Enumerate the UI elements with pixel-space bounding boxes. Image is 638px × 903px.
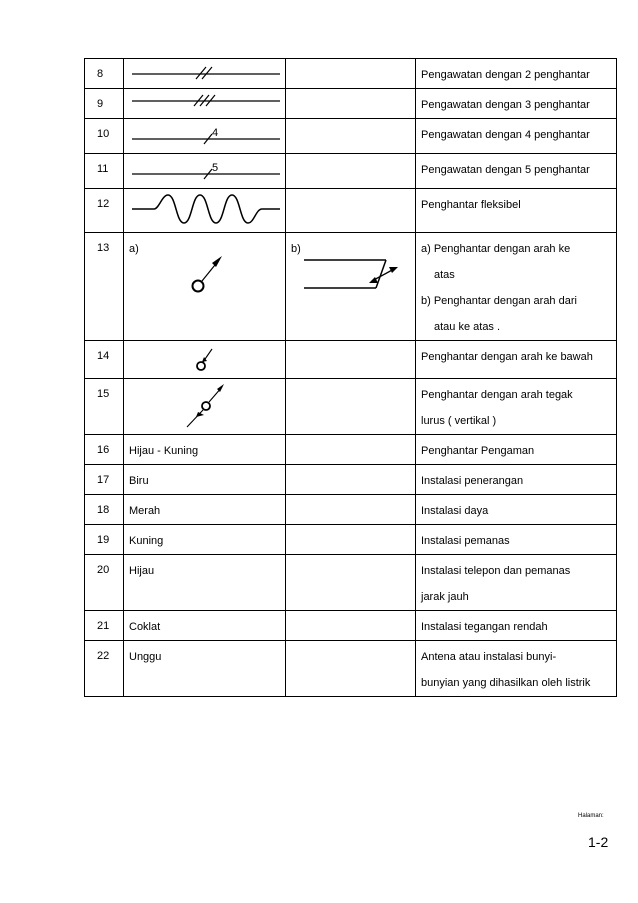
description-cell: Instalasi pemanas	[416, 525, 617, 555]
symbol-cell	[124, 89, 286, 119]
description-cell: Penghantar dengan arah ke bawah	[416, 341, 617, 379]
color-cell: Hijau	[124, 555, 286, 611]
description-cell: Instalasi penerangan	[416, 465, 617, 495]
empty-cell	[286, 435, 416, 465]
empty-cell	[286, 611, 416, 641]
table-row	[85, 189, 617, 233]
row-number: 10	[85, 119, 124, 154]
description-cell: Pengawatan dengan 4 penghantar	[416, 119, 617, 154]
three-conductor-wiring-icon	[124, 89, 286, 115]
empty-cell	[286, 465, 416, 495]
symbol-cell	[124, 189, 286, 233]
table-row	[85, 641, 617, 697]
empty-cell	[286, 119, 416, 154]
table-row	[85, 233, 617, 341]
row-number: 12	[85, 189, 124, 233]
description-cell: Pengawatan dengan 2 penghantar	[416, 59, 617, 89]
flexible-conductor-icon	[124, 189, 286, 233]
description-cell: Penghantar Pengaman	[416, 435, 617, 465]
symbol-cell	[286, 233, 416, 341]
symbol-table	[84, 58, 617, 697]
row-number: 11	[85, 154, 124, 189]
color-cell: Biru	[124, 465, 286, 495]
description-cell: Penghantar fleksibel	[416, 189, 617, 233]
description-cell: Instalasi tegangan rendah	[416, 611, 617, 641]
color-cell: Unggu	[124, 641, 286, 697]
two-conductor-wiring-icon	[124, 59, 286, 88]
row-number: 21	[85, 611, 124, 641]
sub-label-a: a)	[129, 243, 139, 255]
description-cell: Instalasi telepon dan pemanas jarak jauh	[416, 555, 617, 611]
conductor-from-above-icon	[286, 233, 416, 335]
five-conductor-wiring-icon	[124, 154, 286, 189]
description-cell: Pengawatan dengan 5 penghantar	[416, 154, 617, 189]
row-number: 16	[85, 435, 124, 465]
description-cell: a) Penghantar dengan arah ke atas b) Penghantar dengan arah dari atau ke atas .	[416, 233, 617, 341]
empty-cell	[286, 341, 416, 379]
color-cell: Hijau - Kuning	[124, 435, 286, 465]
empty-cell	[286, 379, 416, 435]
symbol-cell	[124, 233, 286, 341]
row-number: 19	[85, 525, 124, 555]
empty-cell	[286, 495, 416, 525]
row-number: 15	[85, 379, 124, 435]
row-number: 13	[85, 233, 124, 341]
description-cell: Penghantar dengan arah tegak lurus ( vertikal )	[416, 379, 617, 435]
color-cell: Kuning	[124, 525, 286, 555]
symbol-cell	[124, 379, 286, 435]
row-number: 9	[85, 89, 124, 119]
empty-cell	[286, 641, 416, 697]
empty-cell	[286, 154, 416, 189]
symbol-cell	[124, 341, 286, 379]
symbol-cell	[124, 59, 286, 89]
row-number: 14	[85, 341, 124, 379]
color-cell: Coklat	[124, 611, 286, 641]
four-conductor-wiring-icon	[124, 119, 286, 154]
page-number: 1-2	[588, 834, 609, 850]
description-cell: Pengawatan dengan 3 penghantar	[416, 89, 617, 119]
conductor-upward-icon	[124, 233, 286, 335]
empty-cell	[286, 189, 416, 233]
empty-cell	[286, 525, 416, 555]
footer-page-label: Halaman:	[578, 813, 604, 819]
row-number: 22	[85, 641, 124, 697]
empty-cell	[286, 59, 416, 89]
conductor-downward-icon	[124, 341, 286, 379]
empty-cell	[286, 555, 416, 611]
row-number: 17	[85, 465, 124, 495]
row-number: 20	[85, 555, 124, 611]
conductor-count-label: 4	[212, 127, 219, 139]
empty-cell	[286, 89, 416, 119]
description-cell: Instalasi daya	[416, 495, 617, 525]
row-number: 18	[85, 495, 124, 525]
symbol-cell	[124, 154, 286, 189]
table-row	[85, 555, 617, 611]
sub-label-b: b)	[291, 243, 301, 255]
conductor-count-label: 5	[212, 162, 219, 174]
color-cell: Merah	[124, 495, 286, 525]
table-row	[85, 379, 617, 435]
description-cell: Antena atau instalasi bunyi- bunyian yang dihasilkan oleh listrik	[416, 641, 617, 697]
symbol-cell	[124, 119, 286, 154]
conductor-vertical-icon	[124, 379, 286, 434]
row-number: 8	[85, 59, 124, 89]
